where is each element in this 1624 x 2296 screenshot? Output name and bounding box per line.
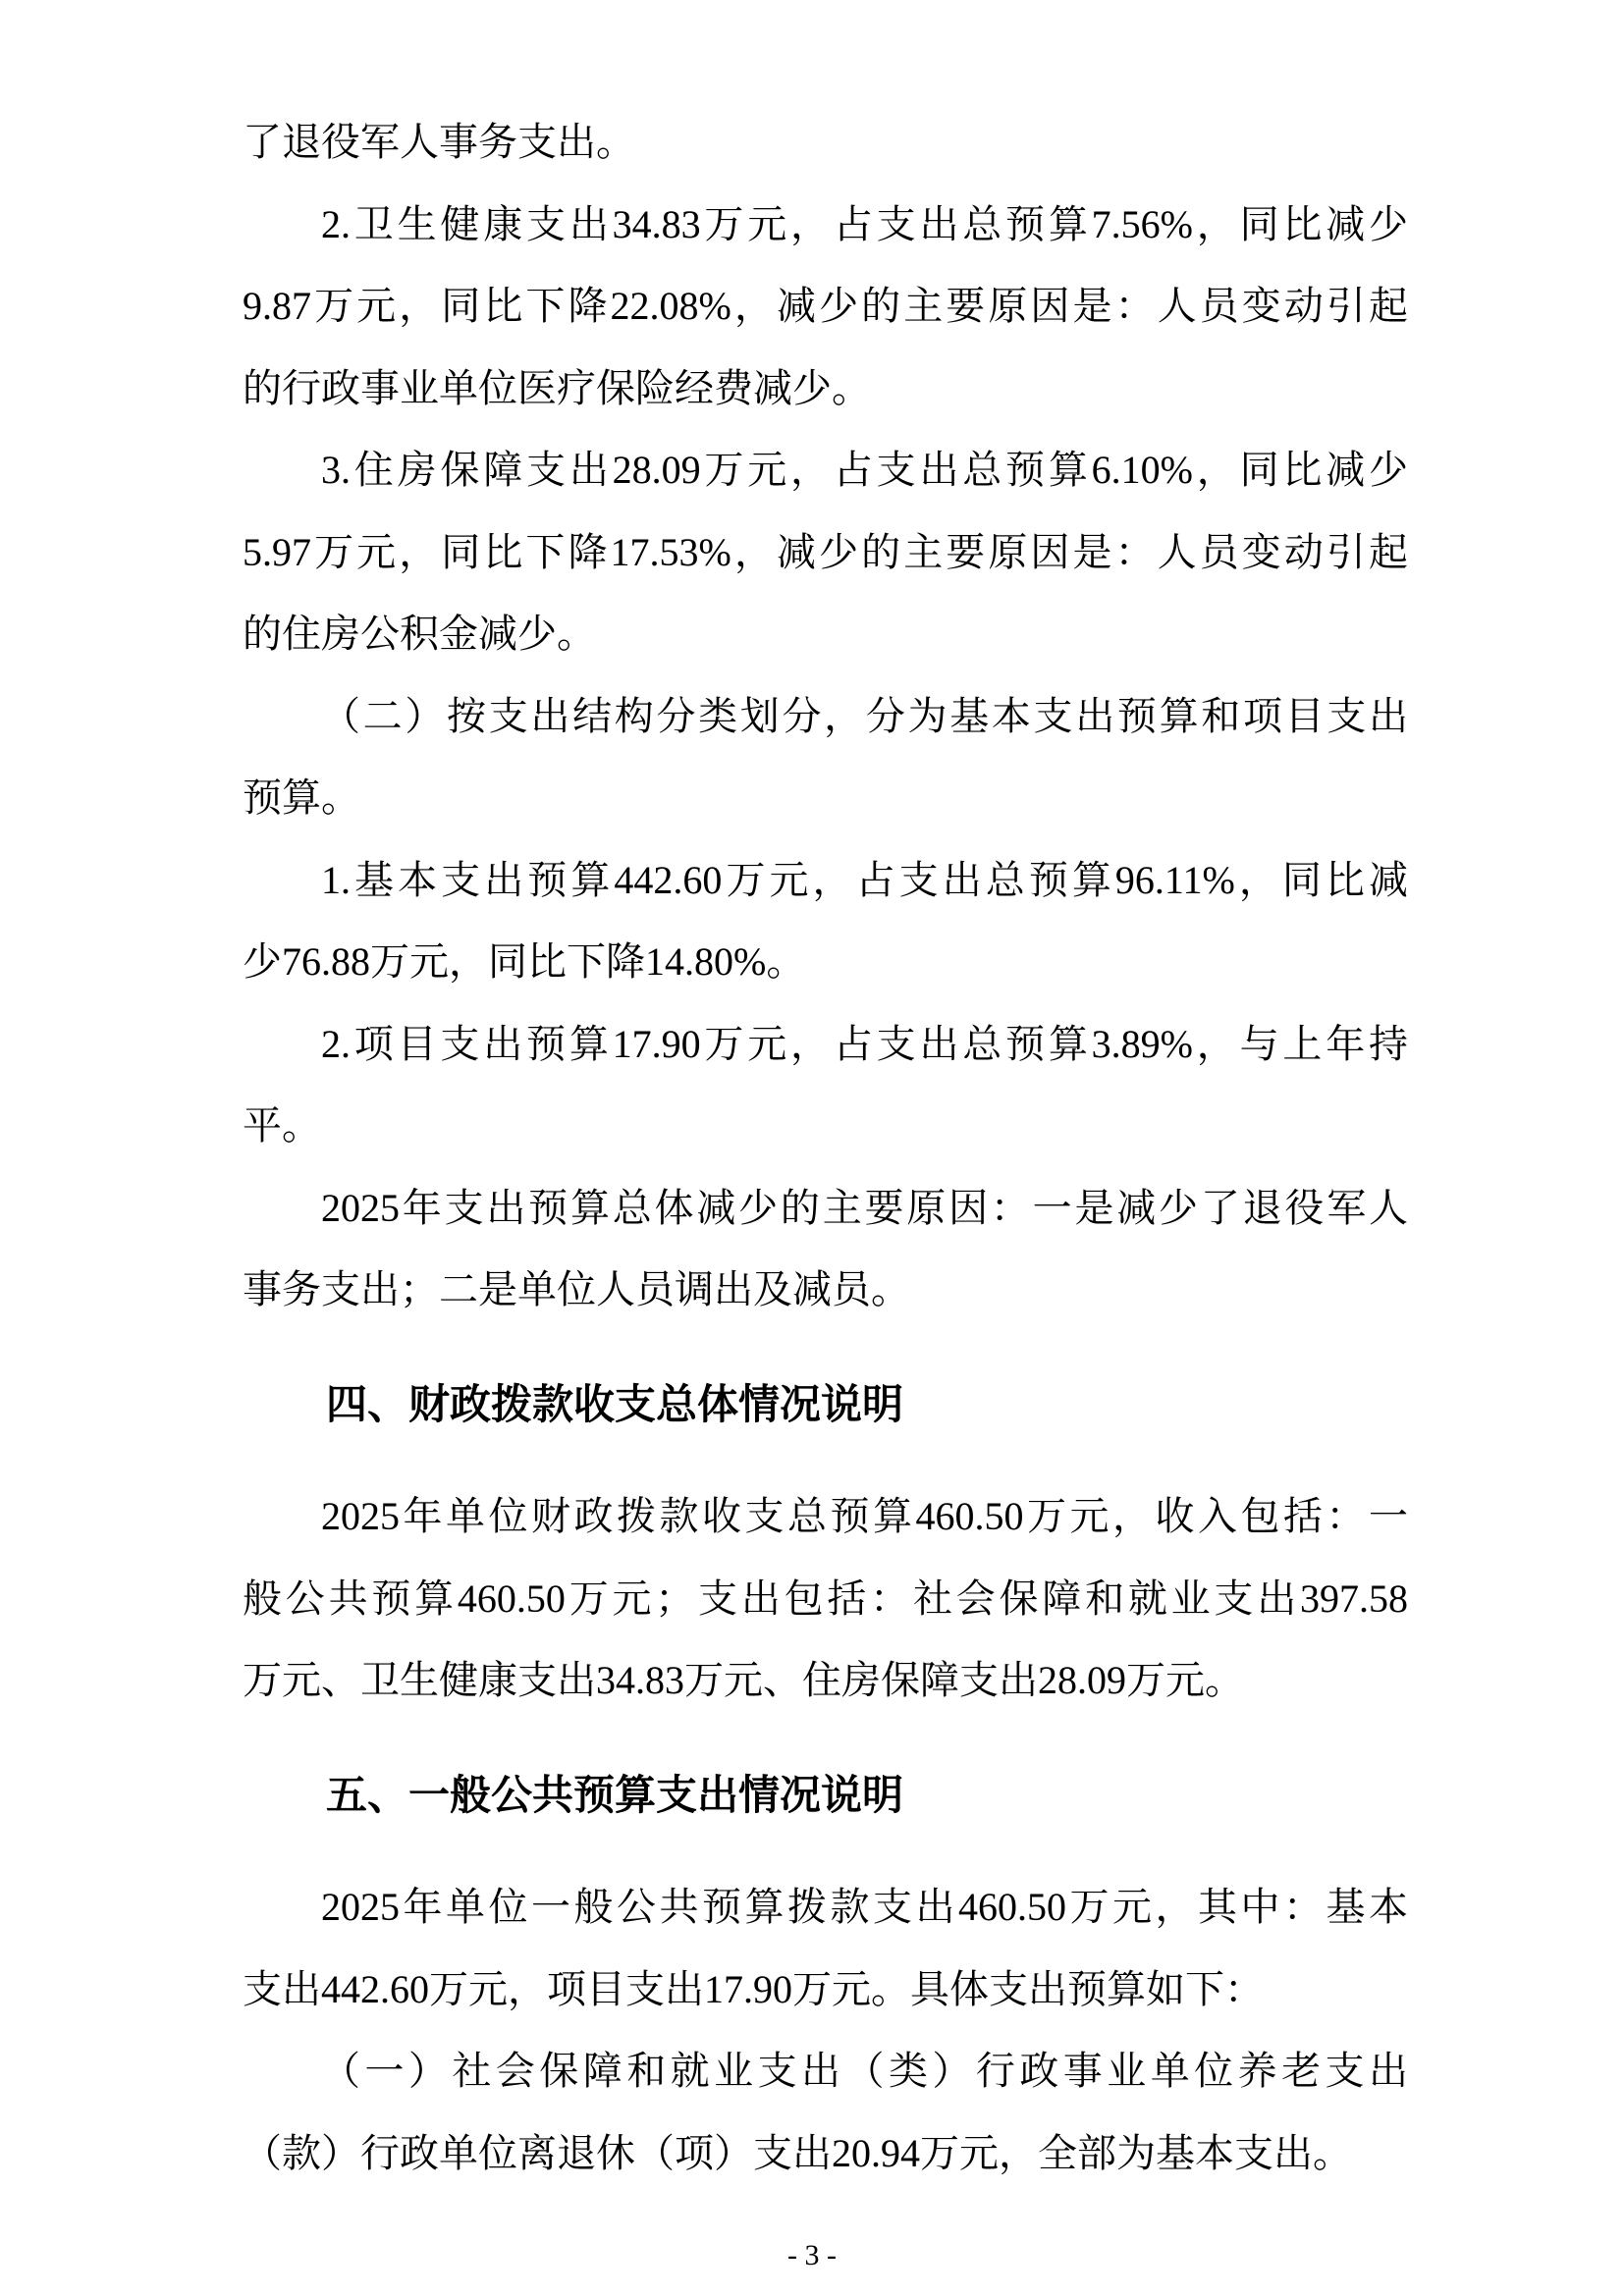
paragraph	[243, 1475, 1408, 1722]
body-text-line: 3.住房保障支出28.09万元，占支出总预算6.10%，同比减少	[321, 448, 1408, 492]
body-text-line: （二）按支出结构分类划分，分为基本支出预算和项目支出	[321, 693, 1408, 738]
body-text-line: 2025年单位一般公共预算拨款支出460.50万元，其中：基本	[321, 1885, 1408, 1929]
paragraph	[243, 1003, 1408, 1167]
section-heading: 五、一般公共预算支出情况说明	[326, 1770, 904, 1819]
body-text-line: 预算。	[243, 775, 360, 820]
body-text-line: 2.项目支出预算17.90万元，占支出总预算3.89%，与上年持	[321, 1021, 1408, 1066]
paragraph	[243, 101, 1408, 184]
paragraph	[243, 1167, 1408, 1331]
body-text-line: 的住房公积金减少。	[243, 612, 596, 656]
section-heading: 四、财政拨款收支总体情况说明	[326, 1379, 904, 1428]
body-text-line: 少76.88万元，同比下降14.80%。	[243, 939, 806, 984]
body-text-line: 平。	[243, 1103, 321, 1148]
paragraph	[243, 1866, 1408, 2030]
paragraph	[243, 429, 1408, 675]
paragraph	[243, 675, 1408, 839]
document-body	[243, 101, 1408, 2194]
body-text-line: 2025年支出预算总体减少的主要原因：一是减少了退役军人	[321, 1185, 1408, 1230]
body-text-line: 了退役军人事务支出。	[243, 120, 635, 164]
body-text-line: 万元、卫生健康支出34.83万元、住房保障支出28.09万元。	[243, 1658, 1244, 1702]
body-text-line: 2025年单位财政拨款收支总预算460.50万元，收入包括：一	[321, 1494, 1408, 1538]
body-text-line: （一）社会保障和就业支出（类）行政事业单位养老支出	[321, 2049, 1408, 2093]
body-text-line: 1.基本支出预算442.60万元，占支出总预算96.11%，同比减	[321, 857, 1408, 902]
body-text-line: （款）行政单位离退休（项）支出20.94万元，全部为基本支出。	[243, 2130, 1352, 2175]
body-text-line: 2.卫生健康支出34.83万元，占支出总预算7.56%，同比减少	[321, 201, 1408, 246]
body-text-line: 的行政事业单位医疗保险经费减少。	[243, 365, 871, 410]
paragraph	[243, 2030, 1408, 2194]
paragraph	[243, 184, 1408, 430]
body-text-line: 般公共预算460.50万元；支出包括：社会保障和就业支出397.58	[243, 1575, 1408, 1621]
body-text-line: 9.87万元，同比下降22.08%，减少的主要原因是：人员变动引起	[243, 284, 1408, 328]
body-text-line: 事务支出；二是单位人员调出及减员。	[243, 1267, 910, 1311]
paragraph	[243, 839, 1408, 1003]
body-text-line: 5.97万元，同比下降17.53%，减少的主要原因是：人员变动引起	[243, 529, 1408, 574]
page-number: - 3 -	[787, 2239, 837, 2271]
body-text-line: 支出442.60万元，项目支出17.90万元。具体支出预算如下：	[243, 1966, 1264, 2011]
